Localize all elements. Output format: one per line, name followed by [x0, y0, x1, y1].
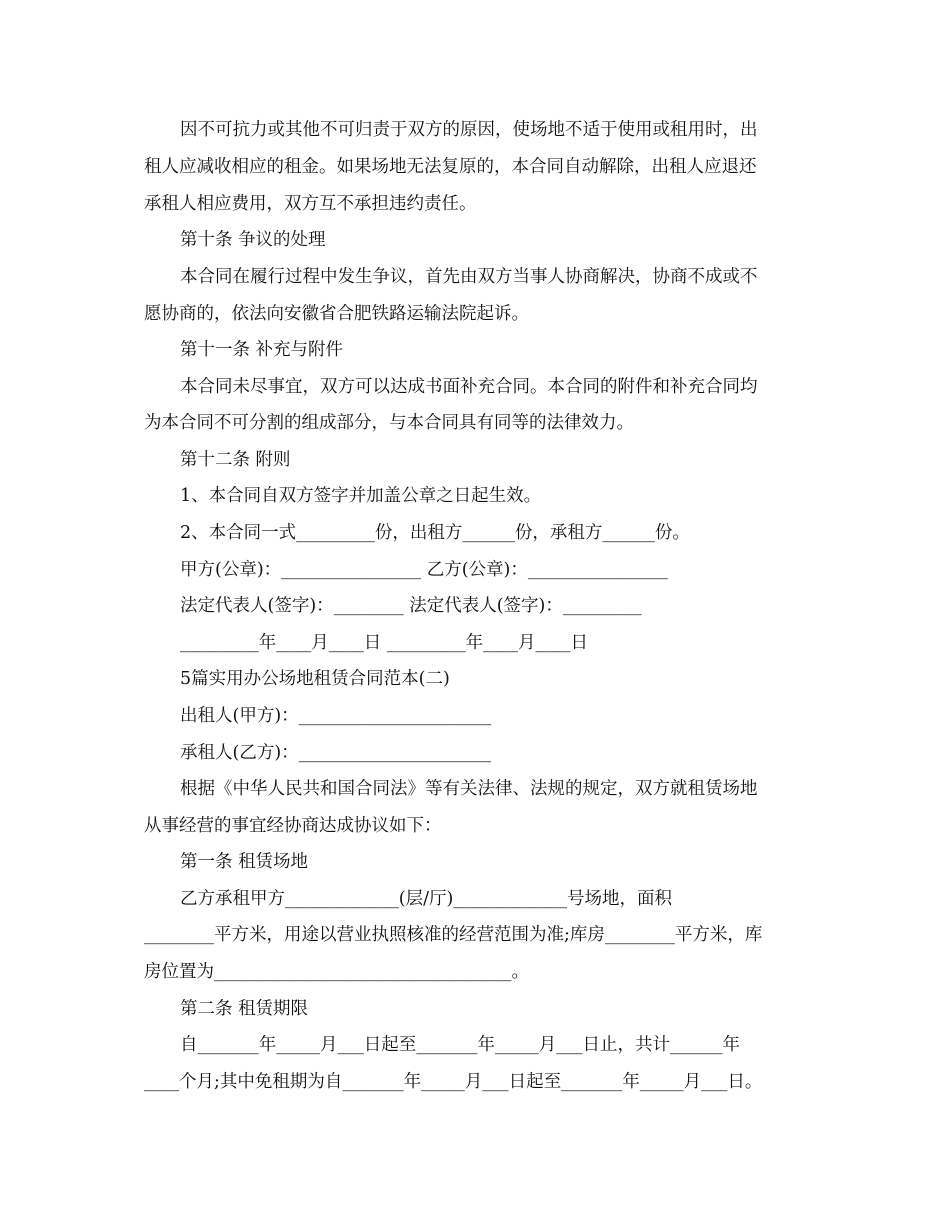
- paragraph-line: 因不可抗力或其他不可归责于双方的原因，使场地不适于使用或租用时，出: [180, 120, 758, 140]
- section-heading: 第二条 租赁期限: [180, 999, 309, 1019]
- section-heading: 第十条 争议的处理: [180, 230, 326, 250]
- paragraph-line: 租人应减收相应的租金。如果场地无法复原的，本合同自动解除，出租人应退还: [144, 157, 757, 177]
- paragraph-line: 自_______年_____月___日起至_______年_____月___日止，共计______年: [180, 1035, 740, 1055]
- party-line: 出租人(甲方)：______________________: [180, 706, 492, 726]
- paragraph-line: 1、本合同自双方签字并加盖公章之日起生效。: [180, 486, 542, 506]
- signature-line: 甲方(公章)：________________ 乙方(公章)：________________: [180, 560, 668, 580]
- party-line: 承租人(乙方)：______________________: [180, 743, 492, 763]
- paragraph-line: 根据《中华人民共和国合同法》等有关法律、法规的规定，双方就租赁场地: [180, 779, 758, 799]
- signature-line: 法定代表人(签字)：________ 法定代表人(签字)：_________: [180, 596, 642, 616]
- paragraph-line: 为本合同不可分割的组成部分，与本合同具有同等的法律效力。: [144, 413, 634, 433]
- section-heading: 第十二条 附则: [180, 450, 291, 470]
- date-line: _________年____月____日 _________年____月____日: [180, 633, 589, 653]
- paragraph-line: 乙方承租甲方_____________(层/厅)_____________号场地，面积: [180, 889, 673, 909]
- paragraph-line: 房位置为__________________________________。: [144, 962, 529, 982]
- section-heading: 第十一条 补充与附件: [180, 340, 344, 360]
- paragraph-line: 本合同未尽事宜，双方可以达成书面补充合同。本合同的附件和补充合同均: [180, 377, 758, 397]
- paragraph-line: 从事经营的事宜经协商达成协议如下：: [144, 816, 442, 836]
- paragraph-line: 2、本合同一式_________份，出租方______份，承租方______份。: [180, 523, 690, 543]
- paragraph-line: ________平方米，用途以营业执照核准的经营范围为准;库房________平方米，库: [144, 925, 763, 945]
- paragraph-line: ____个月;其中免租期为自_______年_____月___日起至_______年_____月___日。: [144, 1072, 763, 1092]
- paragraph-line: 承租人相应费用，双方互不承担违约责任。: [144, 194, 477, 214]
- document-subtitle: 5篇实用办公场地租赁合同范本(二): [180, 669, 450, 689]
- paragraph-line: 本合同在履行过程中发生争议，首先由双方当事人协商解决，协商不成或不: [180, 267, 758, 287]
- paragraph-line: 愿协商的，依法向安徽省合肥铁路运输法院起诉。: [144, 304, 529, 324]
- section-heading: 第一条 租赁场地: [180, 852, 309, 872]
